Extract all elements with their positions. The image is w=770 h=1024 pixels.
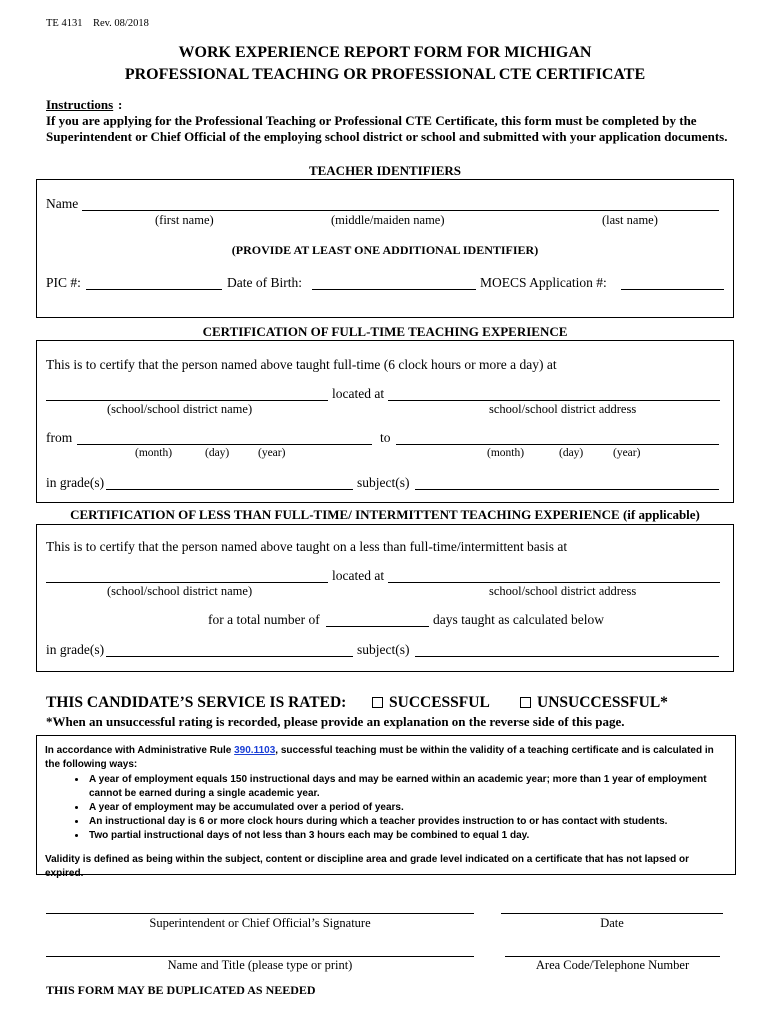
rule-number-link[interactable]: 390.1103 [234, 745, 276, 756]
rule-bullets [67, 773, 737, 843]
ft-school-address-field[interactable] [388, 400, 720, 401]
name-label: Name [46, 196, 79, 211]
pt-school-name-field[interactable] [46, 582, 328, 583]
instructions-colon: : [118, 97, 123, 112]
pt-grades-field[interactable] [106, 656, 353, 657]
name-title-field[interactable] [46, 956, 474, 957]
ft-to-label: to [380, 430, 391, 445]
ft-subjects-label: subject(s) [357, 475, 410, 490]
form-id: TE 4131 [46, 18, 83, 29]
rule-bullet: • An instructional day is 6 or more clock hours during which a teacher provides instruction to or has contact with students. [87, 815, 737, 829]
rule-text-after: , successful teaching must be within the validity of a teaching certificate and is calculated in the following ways: [45, 745, 714, 770]
rule-bullet: • Two partial instructional days of not less than 3 hours each may be combined to equal 1 day. [87, 829, 737, 843]
ft-grades-field[interactable] [106, 489, 353, 490]
last-name-caption: (last name) [602, 213, 658, 227]
additional-identifier-note: (PROVIDE AT LEAST ONE ADDITIONAL IDENTIFIER) [231, 243, 539, 257]
full-time-heading: CERTIFICATION OF FULL-TIME TEACHING EXPERIENCE [202, 324, 568, 339]
pt-school-address-caption: school/school district address [489, 584, 637, 598]
part-time-heading: CERTIFICATION OF LESS THAN FULL-TIME/ INTERMITTENT TEACHING EXPERIENCE (if applicable) [70, 507, 700, 522]
unsuccessful-checkbox[interactable] [520, 697, 531, 708]
form-title-line-1: WORK EXPERIENCE REPORT FORM FOR MICHIGAN [178, 44, 592, 61]
date-field[interactable] [501, 913, 723, 914]
rule-text-before: In accordance with Administrative Rule [45, 745, 235, 756]
pic-label: PIC #: [46, 275, 81, 290]
successful-label: SUCCESSFUL [389, 694, 490, 711]
rating-unsuccessful[interactable] [520, 694, 668, 712]
ft-school-name-caption: (school/school district name) [107, 402, 253, 416]
form-title-line-2: PROFESSIONAL TEACHING OR PROFESSIONAL CTE CERTIFICATE [124, 66, 646, 83]
ft-school-name-field[interactable] [46, 400, 328, 401]
date-label: Date [600, 916, 624, 930]
ft-from-label: from [46, 430, 73, 445]
rating-successful[interactable] [372, 694, 490, 712]
ft-to-month-caption: (month) [487, 447, 525, 459]
ft-from-day-caption: (day) [205, 447, 230, 459]
phone-label: Area Code/Telephone Number [535, 958, 690, 972]
ft-grades-label: in grade(s) [46, 475, 105, 490]
pt-school-address-field[interactable] [388, 582, 720, 583]
pt-subjects-label: subject(s) [357, 642, 410, 657]
ft-from-date-field[interactable] [77, 444, 372, 445]
form-id-header [46, 18, 149, 29]
rule-validity: Validity is defined as being within the subject, content or discipline area and grade level indicated on a certificate that has not lapsed or expired. [45, 854, 690, 879]
pic-field[interactable] [86, 289, 222, 290]
ft-from-month-caption: (month) [135, 447, 173, 459]
ft-subjects-field[interactable] [415, 489, 719, 490]
instructions-text: If you are applying for the Professional Teaching or Professional CTE Certificate, this form must be completed by the Superintendent or Chief Official of the employing school district or school and submitted with your application documents. [46, 113, 728, 144]
rule-bullet: • A year of employment equals 150 instructional days and may be earned within an academic year; more than 1 year of employment cannot be earned during a single academic year. [87, 773, 737, 801]
part-time-statement: This is to certify that the person named above taught on a less than full-time/intermittent basis at [46, 539, 568, 554]
pt-total-suffix: days taught as calculated below [433, 612, 604, 627]
ft-from-year-caption: (year) [258, 447, 286, 459]
dob-label: Date of Birth: [227, 275, 302, 290]
successful-checkbox[interactable] [372, 697, 383, 708]
phone-field[interactable] [505, 956, 720, 957]
moecs-label: MOECS Application #: [480, 275, 607, 290]
name-field[interactable] [82, 210, 719, 211]
ft-to-year-caption: (year) [613, 447, 641, 459]
form-revision: Rev. 08/2018 [92, 18, 149, 29]
pt-total-days-field[interactable] [326, 626, 429, 627]
pt-subjects-field[interactable] [415, 656, 719, 657]
dob-field[interactable] [312, 289, 476, 290]
instructions-label: Instructions [46, 97, 114, 112]
pt-located-at-label: located at [332, 568, 385, 583]
ft-school-address-caption: school/school district address [489, 402, 637, 416]
pt-school-name-caption: (school/school district name) [107, 584, 253, 598]
signature-label: Superintendent or Chief Official’s Signature [149, 916, 371, 930]
middle-name-caption: (middle/maiden name) [331, 213, 445, 227]
full-time-statement: This is to certify that the person named above taught full-time (6 clock hours or more a day) at [46, 357, 557, 372]
first-name-caption: (first name) [155, 213, 214, 227]
signature-field[interactable] [46, 913, 474, 914]
ft-to-day-caption: (day) [559, 447, 584, 459]
pt-total-prefix: for a total number of [208, 612, 320, 627]
ft-to-date-field[interactable] [396, 444, 719, 445]
rule-intro [45, 744, 725, 772]
rule-bullet: • A year of employment may be accumulated over a period of years. [87, 801, 737, 815]
teacher-identifiers-heading: TEACHER IDENTIFIERS [308, 163, 462, 178]
ft-located-at-label: located at [332, 386, 385, 401]
rating-label: THIS CANDIDATE’S SERVICE IS RATED: [46, 694, 347, 711]
pt-grades-label: in grade(s) [46, 642, 105, 657]
name-title-label: Name and Title (please type or print) [167, 958, 353, 972]
moecs-field[interactable] [621, 289, 724, 290]
rating-note: *When an unsuccessful rating is recorded, please provide an explanation on the reverse side of this page. [46, 714, 625, 729]
footer-note: THIS FORM MAY BE DUPLICATED AS NEEDED [46, 983, 316, 997]
unsuccessful-label: UNSUCCESSFUL* [537, 694, 668, 711]
administrative-rule-box [36, 735, 736, 879]
